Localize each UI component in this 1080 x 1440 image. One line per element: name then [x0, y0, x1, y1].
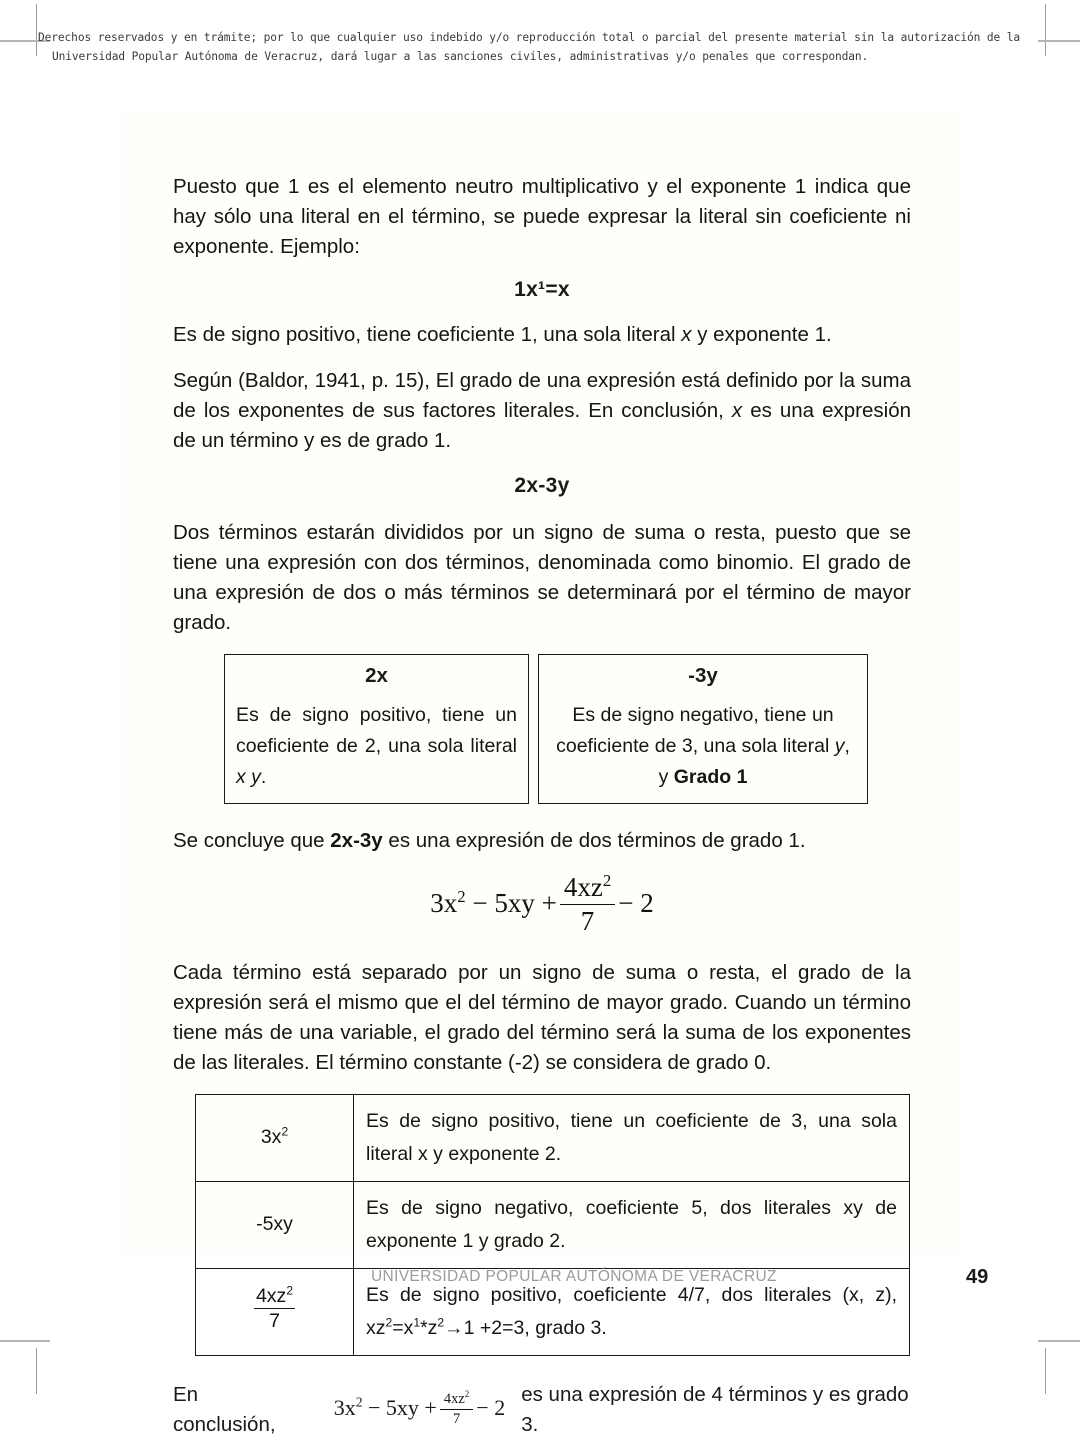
footer-institution-name: UNIVERSIDAD POPULAR AUTÓNOMA DE VERACRUZ: [371, 1268, 777, 1285]
concl-op1: −: [368, 1394, 381, 1420]
row2-l2a: xz: [366, 1316, 386, 1339]
concl-frac-numerator: [440, 1389, 473, 1410]
box0-post: .: [260, 766, 267, 788]
concl-term1: 3x: [333, 1394, 356, 1420]
concl-frac-num-exp: 2: [464, 1389, 470, 1400]
crop-mark-top-left-vertical: [36, 4, 37, 56]
paragraph-dos-terminos-binomio: Dos términos estarán divididos por un signo de suma o resta, puesto que se tiene una expresión con dos términos, denominada como binomio. El grado de una expresión de dos o más términos se determinará por el término de mayor grado.: [173, 521, 911, 634]
para2-pre: Es de signo positivo, tiene coeficiente 1, una sola literal: [173, 323, 682, 346]
disp-op3: −: [618, 888, 634, 919]
disp-frac-numerator: [560, 873, 615, 905]
concl-op3: −: [476, 1394, 489, 1420]
box1-grado-bold: Grado 1: [673, 766, 748, 788]
row2-frac-num-text: 4xz: [255, 1285, 287, 1308]
row0-term-text: 3x: [260, 1126, 282, 1149]
concl-op2: +: [424, 1394, 437, 1420]
paragraph-se-concluye: [173, 826, 911, 856]
para5-expression: 2x-3y: [330, 829, 383, 852]
page-footer: [0, 1268, 1080, 1298]
disp-frac-num-text: 4xz: [563, 872, 603, 902]
table-row-0-term: [196, 1094, 354, 1181]
box0-pre: Es de signo positivo, tiene un coeficiente de 2, una sola literal: [236, 704, 517, 757]
disp-exp1: 2: [457, 887, 466, 907]
term-description-table: [195, 1094, 910, 1356]
disp-fraction: [560, 873, 615, 937]
equation-1x1-equals-x: [173, 278, 911, 302]
box1-var1: y: [834, 735, 845, 757]
row2-l2c: *z: [420, 1316, 438, 1339]
para2-post: y exponente 1.: [691, 323, 832, 346]
paragraph-signo-positivo: [173, 320, 911, 350]
legal-notice-line-2: Universidad Popular Autónoma de Veracruz, dará lugar a las sanciones civiles, administrativas y/o penales que correspondan.: [52, 50, 869, 63]
row2-frac-num-exp: 2: [286, 1283, 294, 1298]
equation-1x1-text: 1x¹=x: [514, 278, 570, 301]
term-box-2x: [224, 654, 529, 804]
row2-l2d: →1 +2=3, grado 3.: [444, 1316, 607, 1339]
conclusion-lead-text: En conclusión,: [173, 1382, 276, 1436]
concl-exp1: 2: [355, 1394, 363, 1410]
para5-pre: Se concluye que: [173, 829, 331, 852]
concl-term2: 5xy: [385, 1394, 419, 1420]
table-row-0-description: Es de signo positivo, tiene un coeficiente de 3, una sola literal x y exponente 2.: [354, 1094, 910, 1181]
concl-term3: 2: [494, 1394, 506, 1420]
concl-frac-num-text: 4xz: [443, 1390, 465, 1407]
para5-post: es una expresión de dos términos de grado 1.: [382, 829, 806, 852]
document-body: [173, 172, 911, 1440]
term-box-2x-description: [236, 700, 517, 793]
term-box-2x-title: 2x: [365, 664, 388, 687]
row2-exp2c: 2: [437, 1315, 445, 1330]
box1-pre: Es de signo negativo, tiene un coeficiente de 3, una sola literal: [556, 704, 835, 757]
row2-exp2a: 2: [385, 1315, 393, 1330]
row2-frac-denominator: 7: [269, 1310, 280, 1333]
equation-2x-3y: [173, 474, 911, 498]
row2-l2b: =x: [392, 1316, 414, 1339]
term-box-minus3y: [538, 654, 868, 804]
table-row-1-description: Es de signo negativo, coeficiente 5, dos literales xy de exponente 1 y grado 2.: [354, 1181, 910, 1268]
box0-var2: y: [251, 766, 261, 788]
row2-exp2b: 1: [413, 1315, 421, 1330]
row2-desc-line2: [366, 1317, 607, 1339]
row0-term-exp: 2: [281, 1124, 289, 1139]
disp-op2: +: [541, 888, 557, 919]
box1-mid: , y: [658, 735, 850, 788]
para3-pre: Según (Baldor, 1941, p. 15), El grado de una expresión está definido por la suma de los exponentes de sus factores literales. En conclusión,: [173, 369, 911, 422]
para2-variable: x: [681, 323, 692, 346]
paragraph-cada-termino-separado: Cada término está separado por un signo de suma o resta, el grado de la expresión será el mismo que el del término de mayor grado. Cuando un término tiene más de una variable, el grado del término será la suma de los exponentes de las literales. El término constante (-2) se considera de grado 0.: [173, 960, 911, 1074]
crop-mark-bottom-left-horizontal: [0, 1340, 50, 1342]
term-box-minus3y-description: [550, 700, 856, 793]
display-equation-polynomial: [173, 871, 911, 938]
disp-term3: 2: [640, 888, 654, 919]
paragraph-neutro-multiplicativo: Puesto que 1 es el elemento neutro multiplicativo y el exponente 1 indica que hay sólo una literal en el término, se puede expresar la literal sin coeficiente ni exponente. Ejemplo:: [173, 175, 911, 258]
conclusion-tail-text: es una expresión de 4 términos y es grado 3.: [521, 1382, 909, 1436]
equation-2x-3y-text: 2x-3y: [514, 474, 570, 497]
paragraph-baldor-grado: [173, 366, 911, 456]
footer-page-number: 49: [966, 1266, 989, 1288]
conclusion-line: [173, 1380, 911, 1440]
crop-mark-bottom-right-horizontal: [1038, 1340, 1080, 1342]
concl-fraction: [440, 1389, 473, 1428]
legal-notice-header: [38, 28, 1046, 66]
box0-var1: x: [236, 766, 246, 788]
table-row: [196, 1181, 910, 1268]
table-row: [196, 1094, 910, 1181]
para3-variable: x: [731, 399, 743, 422]
concl-frac-denominator: 7: [452, 1410, 461, 1427]
disp-op1: −: [472, 888, 488, 919]
term-box-minus3y-title: -3y: [688, 664, 718, 687]
crop-mark-bottom-right-vertical: [1045, 1348, 1046, 1394]
conclusion-inline-equation: [333, 1389, 506, 1428]
para3-post: es una expresión de un término y es de grado 1.: [173, 399, 911, 452]
crop-mark-bottom-left-vertical: [36, 1348, 37, 1394]
disp-term2: 5xy: [494, 888, 535, 919]
row2-desc-line1: Es de signo positivo, coeficiente 4/7, dos literales (x, z),: [366, 1283, 897, 1306]
legal-notice-line-1: Derechos reservados y en trámite; por lo que cualquier uso indebido y/o reproducción total o parcial del presente material sin la autorización de la: [38, 31, 1021, 44]
term-comparison-boxes: [173, 654, 911, 804]
disp-term1: 3x: [430, 888, 458, 919]
disp-frac-num-exp: 2: [602, 871, 612, 890]
disp-frac-denominator: 7: [580, 905, 595, 936]
table-row-1-term: -5xy: [196, 1181, 354, 1268]
